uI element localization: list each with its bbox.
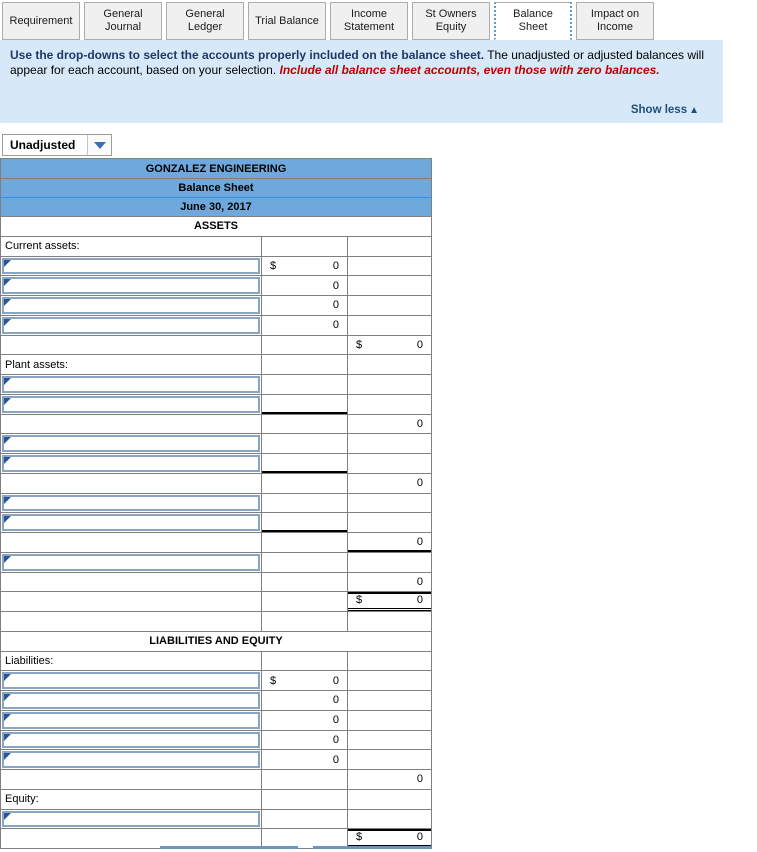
view-mode-dropdown[interactable] (2, 134, 112, 156)
statement-header-text: GONZALEZ ENGINEERING (145, 162, 287, 175)
account-cell (1, 454, 262, 473)
total-column-cell (348, 790, 431, 809)
currency-symbol: $ (356, 831, 363, 844)
amount-column-cell (262, 434, 348, 453)
amount-value: 0 (416, 338, 423, 351)
tab-income-statement[interactable] (330, 2, 408, 40)
total-column-cell (348, 355, 431, 374)
answer-flag-icon (4, 694, 11, 701)
table-row (1, 433, 431, 453)
amount-column-cell (262, 573, 348, 592)
total-column-cell (348, 375, 431, 394)
table-row (1, 651, 431, 671)
total-column-cell (348, 770, 431, 789)
account-select-dropdown[interactable] (2, 317, 260, 334)
answer-flag-icon (4, 437, 11, 444)
account-cell (1, 533, 262, 552)
table-row (1, 690, 431, 710)
amount-column-cell (262, 612, 348, 631)
account-cell (1, 750, 262, 769)
table-row (1, 414, 431, 434)
account-cell (1, 711, 262, 730)
account-cell (1, 316, 262, 335)
account-cell (1, 790, 262, 809)
amount-value: 0 (416, 575, 423, 588)
tab-label: Trial Balance (255, 14, 319, 27)
account-select-dropdown[interactable] (2, 712, 260, 729)
table-row (1, 295, 431, 315)
account-select-dropdown[interactable] (2, 751, 260, 768)
table-row (1, 315, 431, 335)
amount-value: 0 (416, 831, 423, 844)
total-column-cell (348, 691, 431, 710)
amount-value: 0 (416, 594, 423, 607)
amount-column-cell (262, 237, 348, 256)
table-row (1, 335, 431, 355)
answer-flag-icon (4, 457, 11, 464)
table-row (1, 236, 431, 256)
amount-value: 0 (332, 319, 339, 332)
amount-value: 0 (332, 299, 339, 312)
account-select-dropdown[interactable] (2, 692, 260, 709)
total-column-cell (348, 415, 431, 434)
row-label: Liabilities: (5, 654, 54, 667)
account-cell (1, 553, 262, 572)
account-cell (1, 612, 262, 631)
account-cell (1, 810, 262, 829)
currency-symbol: $ (270, 259, 277, 272)
answer-flag-icon (4, 319, 11, 326)
table-row (1, 809, 431, 829)
total-column-cell (348, 316, 431, 335)
table-row (1, 374, 431, 394)
tab-label: General Ledger (185, 8, 225, 33)
tab-requirement[interactable] (2, 2, 80, 40)
account-cell (1, 494, 262, 513)
answer-flag-icon (4, 734, 11, 741)
tab-label: General Journal (103, 8, 143, 33)
amount-value: 0 (416, 417, 423, 430)
amount-column-cell (262, 553, 348, 572)
total-column-cell (348, 573, 431, 592)
table-row (1, 789, 431, 809)
account-cell (1, 434, 262, 453)
collapse-arrow-icon: ▲ (689, 104, 699, 116)
total-column-cell (348, 434, 431, 453)
section-header-text: ASSETS (193, 220, 238, 233)
amount-value: 0 (416, 773, 423, 786)
total-column-cell (348, 257, 431, 276)
amount-column-cell (262, 652, 348, 671)
account-select-dropdown[interactable] (2, 435, 260, 452)
account-select-dropdown[interactable] (2, 732, 260, 749)
amount-column-cell (262, 296, 348, 315)
amount-column-cell (262, 257, 348, 276)
total-column-cell (348, 810, 431, 829)
statement-header-row (1, 159, 431, 178)
amount-column-cell (262, 454, 348, 473)
tab-label: Income Statement (343, 8, 395, 33)
section-header-row (1, 631, 431, 651)
table-row (1, 394, 431, 414)
account-select-dropdown[interactable] (2, 376, 260, 393)
amount-value: 0 (332, 674, 339, 687)
answer-flag-icon (4, 753, 11, 760)
answer-flag-icon (4, 497, 11, 504)
account-cell (1, 296, 262, 315)
account-cell (1, 237, 262, 256)
amount-column-cell (262, 355, 348, 374)
total-column-cell (348, 612, 431, 631)
total-column-cell (348, 711, 431, 730)
table-row (1, 256, 431, 276)
account-select-dropdown[interactable] (2, 554, 260, 571)
account-cell (1, 276, 262, 295)
account-cell (1, 652, 262, 671)
account-select-dropdown[interactable] (2, 258, 260, 275)
table-row (1, 512, 431, 532)
total-column-cell (348, 237, 431, 256)
amount-column-cell (262, 415, 348, 434)
tab-balance-sheet[interactable] (494, 2, 572, 40)
amount-value: 0 (332, 694, 339, 707)
account-cell (1, 257, 262, 276)
total-column-cell (348, 750, 431, 769)
amount-value: 0 (332, 279, 339, 292)
total-column-cell (348, 494, 431, 513)
account-select-dropdown[interactable] (2, 811, 260, 828)
amount-column-cell (262, 691, 348, 710)
account-cell (1, 671, 262, 690)
cutoff-dropdown-1[interactable] (160, 846, 298, 849)
amount-value: 0 (332, 714, 339, 727)
table-row (1, 710, 431, 730)
table-row (1, 591, 431, 611)
answer-flag-icon (4, 279, 11, 286)
answer-flag-icon (4, 813, 11, 820)
total-column-cell (348, 533, 431, 552)
account-cell (1, 573, 262, 592)
account-cell (1, 395, 262, 414)
section-header-text: LIABILITIES AND EQUITY (149, 635, 283, 648)
amount-value: 0 (416, 536, 423, 549)
currency-symbol: $ (356, 594, 363, 607)
account-select-dropdown[interactable] (2, 672, 260, 689)
amount-column-cell (262, 276, 348, 295)
table-row (1, 769, 431, 789)
tab-bar (2, 2, 654, 40)
table-row (1, 473, 431, 493)
statement-header-text: June 30, 2017 (180, 201, 252, 213)
table-row (1, 493, 431, 513)
statement-header-row (1, 178, 431, 197)
account-cell (1, 474, 262, 493)
amount-column-cell (262, 810, 348, 829)
total-column-cell (348, 592, 431, 611)
total-column-cell (348, 671, 431, 690)
instruction-bold-text: Use the drop-downs to select the accounts properly included on the balance sheet. (10, 48, 485, 62)
amount-column-cell (262, 671, 348, 690)
table-row (1, 730, 431, 750)
table-row (1, 552, 431, 572)
table-row (1, 532, 431, 552)
table-row (1, 749, 431, 769)
currency-symbol: $ (356, 338, 363, 351)
table-row (1, 611, 431, 631)
answer-flag-icon (4, 556, 11, 563)
amount-column-cell (262, 731, 348, 750)
answer-flag-icon (4, 378, 11, 385)
tab-label: Requirement (9, 14, 73, 27)
section-header-row (1, 216, 431, 236)
amount-column-cell (262, 533, 348, 552)
amount-value: 0 (332, 733, 339, 746)
view-mode-value: Unadjusted (10, 138, 76, 152)
amount-column-cell (262, 494, 348, 513)
amount-column-cell (262, 336, 348, 355)
account-select-dropdown[interactable] (2, 396, 260, 413)
instruction-emphasis-text: Include all balance sheet accounts, even those with zero balances. (279, 62, 660, 77)
statement-header-text: Balance Sheet (178, 182, 254, 194)
tab-label: Impact on Income (590, 8, 640, 33)
total-column-cell (348, 454, 431, 473)
total-column-cell (348, 474, 431, 493)
tab-impact-on-income[interactable] (576, 2, 654, 40)
amount-value: 0 (332, 753, 339, 766)
answer-flag-icon (4, 674, 11, 681)
amount-column-cell (262, 790, 348, 809)
total-column-cell (348, 652, 431, 671)
account-select-dropdown[interactable] (2, 495, 260, 512)
amount-column-cell (262, 711, 348, 730)
total-column-cell (348, 336, 431, 355)
account-cell (1, 592, 262, 611)
row-label: Current assets: (5, 240, 80, 253)
account-cell (1, 770, 262, 789)
answer-flag-icon (4, 398, 11, 405)
table-row (1, 275, 431, 295)
view-mode-arrow-button[interactable] (87, 135, 111, 155)
account-select-dropdown[interactable] (2, 455, 260, 472)
total-column-cell (348, 513, 431, 532)
amount-column-cell (262, 592, 348, 611)
account-cell (1, 355, 262, 374)
account-select-dropdown[interactable] (2, 277, 260, 294)
amount-column-cell (262, 770, 348, 789)
balance-sheet-table (0, 158, 432, 849)
total-column-cell (348, 276, 431, 295)
account-cell (1, 513, 262, 532)
total-column-cell (348, 395, 431, 414)
amount-value: 0 (332, 259, 339, 272)
instruction-normal-text: The unadjusted or adjusted balances will appear for each account, based on your selection. (10, 48, 705, 77)
amount-column-cell (262, 474, 348, 493)
amount-column-cell (262, 750, 348, 769)
table-row (1, 453, 431, 473)
account-cell (1, 691, 262, 710)
amount-value: 0 (416, 477, 423, 490)
account-select-dropdown[interactable] (2, 297, 260, 314)
amount-column-cell (262, 375, 348, 394)
account-cell (1, 336, 262, 355)
total-column-cell (348, 296, 431, 315)
row-label: Plant assets: (5, 358, 68, 371)
row-label: Equity: (5, 793, 39, 806)
table-row (1, 354, 431, 374)
account-cell (1, 375, 262, 394)
answer-flag-icon (4, 714, 11, 721)
table-row (1, 572, 431, 592)
answer-flag-icon (4, 260, 11, 267)
answer-flag-icon (4, 299, 11, 306)
instruction-panel (0, 40, 723, 123)
tab-general-ledger[interactable] (166, 2, 244, 40)
tab-st-owners-equity[interactable] (412, 2, 490, 40)
show-less-link[interactable] (631, 103, 699, 119)
show-less-label: Show less (630, 103, 688, 116)
amount-column-cell (262, 513, 348, 532)
total-column-cell (348, 731, 431, 750)
total-column-cell (348, 553, 431, 572)
amount-column-cell (262, 395, 348, 414)
cutoff-dropdown-2[interactable] (313, 846, 431, 849)
statement-header-row (1, 197, 431, 216)
account-cell (1, 731, 262, 750)
table-row (1, 670, 431, 690)
account-cell (1, 415, 262, 434)
answer-flag-icon (4, 516, 11, 523)
amount-column-cell (262, 316, 348, 335)
currency-symbol: $ (270, 674, 277, 687)
tab-general-journal[interactable] (84, 2, 162, 40)
account-select-dropdown[interactable] (2, 514, 260, 531)
chevron-down-icon (94, 142, 106, 149)
tab-label: St Owners Equity (425, 8, 477, 33)
tab-label: Balance Sheet (513, 8, 553, 33)
tab-trial-balance[interactable] (248, 2, 326, 40)
